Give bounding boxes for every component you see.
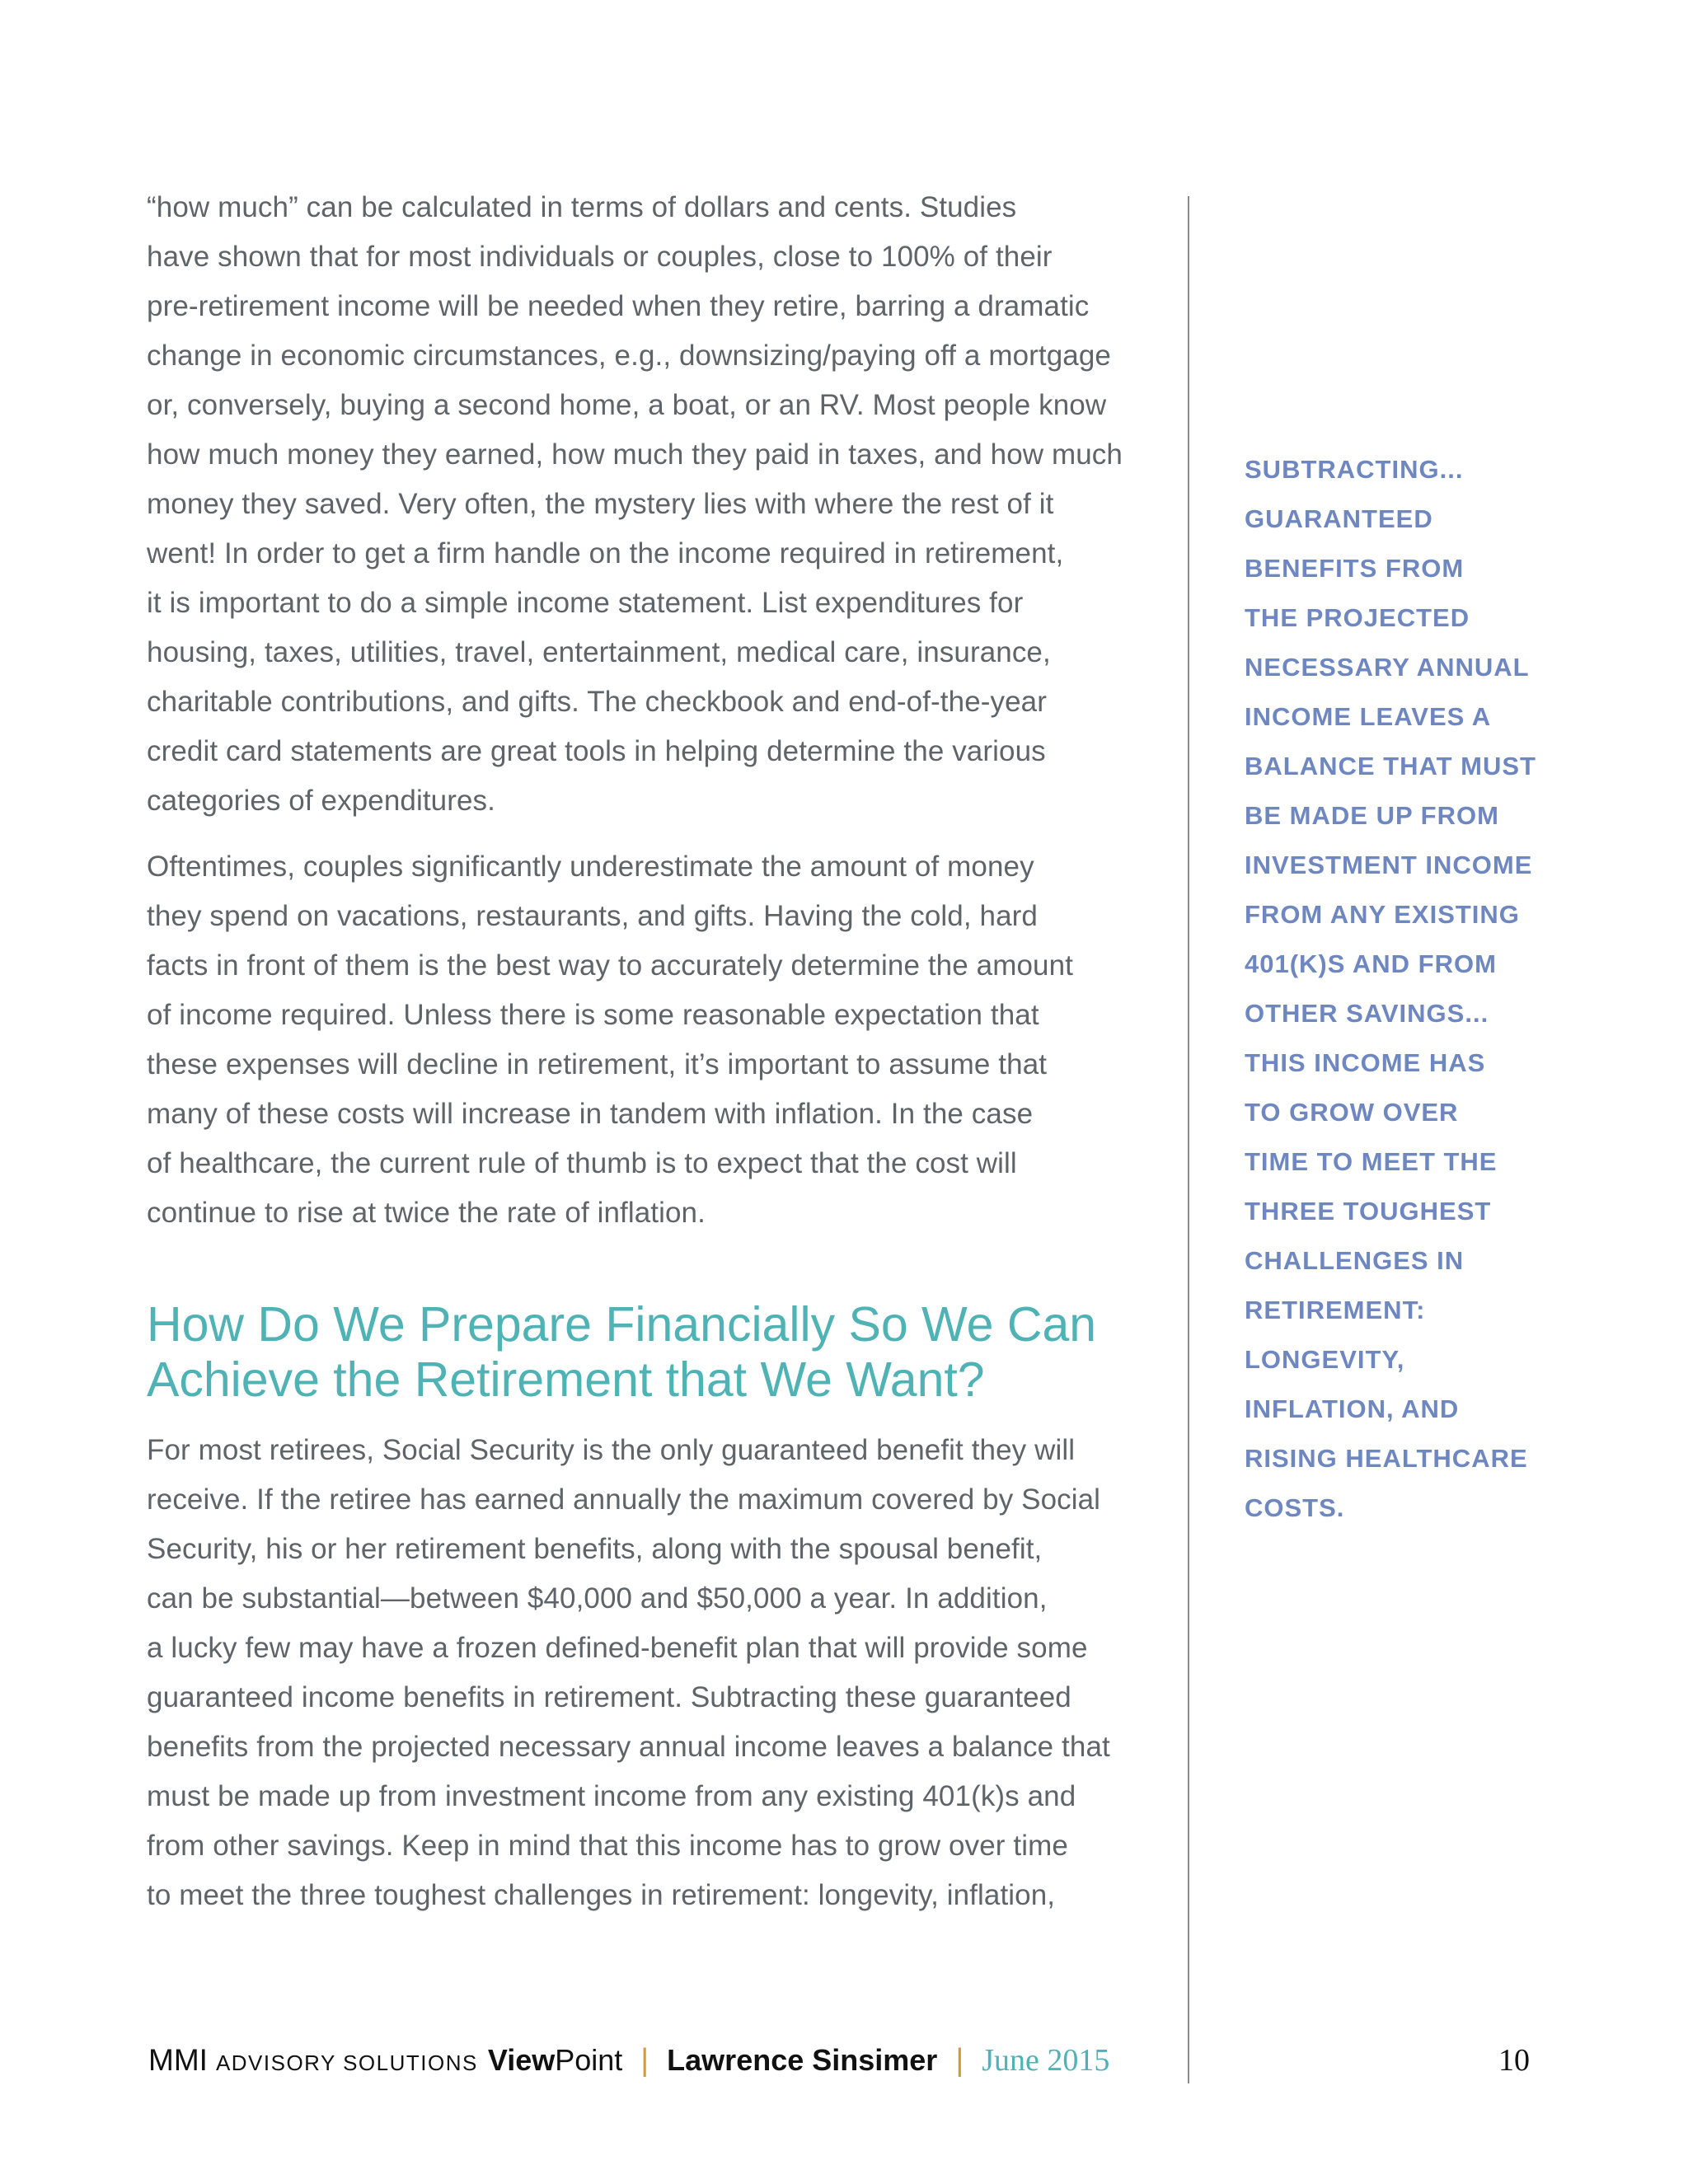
text-line: For most retirees, Social Security is the only guaranteed benefit they will (147, 1434, 1076, 1466)
text-line: facts in front of them is the best way to accurately determine the amount (147, 949, 1073, 982)
section-heading (147, 1297, 1152, 1408)
text-line: a lucky few may have a frozen defined-benefit plan that will provide some (147, 1632, 1088, 1664)
text-line: these expenses will decline in retirement, it’s important to assume that (147, 1048, 1048, 1080)
text-line: THE PROJECTED (1245, 603, 1470, 632)
text-line: BE MADE UP FROM (1245, 801, 1499, 830)
text-line: charitable contributions, and gifts. The checkbook and end-of-the-year (147, 686, 1047, 718)
text-line: pre-retirement income will be needed when they retire, barring a dramatic (147, 290, 1090, 322)
text-line: guaranteed income benefits in retirement. Subtracting these guaranteed (147, 1681, 1071, 1713)
text-line: Oftentimes, couples significantly underestimate the amount of money (147, 851, 1034, 883)
text-line: CHALLENGES IN (1245, 1246, 1465, 1275)
text-line: SUBTRACTING... (1245, 455, 1464, 484)
text-line: it is important to do a simple income statement. List expenditures for (147, 587, 1024, 619)
text-line: or, conversely, buying a second home, a boat, or an RV. Most people know (147, 389, 1107, 421)
footer (148, 2042, 1109, 2083)
text-line: housing, taxes, utilities, travel, entertainment, medical care, insurance, (147, 636, 1051, 668)
text-line: GUARANTEED (1245, 504, 1433, 533)
text-line: How Do We Prepare Financially So We Can (147, 1297, 1097, 1352)
text-line: continue to rise at twice the rate of inflation. (147, 1197, 706, 1229)
page-number: 10 (1498, 2043, 1530, 2078)
text-line: change in economic circumstances, e.g., downsizing/paying off a mortgage (147, 340, 1111, 372)
publication-date: June 2015 (982, 2043, 1110, 2078)
brand-mmi: MMI (148, 2043, 208, 2077)
text-line: THIS INCOME HAS (1245, 1048, 1486, 1077)
text-line: RISING HEALTHCARE (1245, 1444, 1528, 1473)
footer-separator: | (640, 2043, 649, 2078)
text-line: INFLATION, AND (1245, 1394, 1460, 1423)
text-line: COSTS. (1245, 1493, 1345, 1522)
author-name: Lawrence Sinsimer (667, 2043, 938, 2077)
paragraph-1 (147, 183, 1152, 826)
text-line: they spend on vacations, restaurants, and gifts. Having the cold, hard (147, 900, 1038, 932)
text-line: INVESTMENT INCOME (1245, 851, 1533, 879)
text-line: BENEFITS FROM (1245, 554, 1465, 583)
text-line: money they saved. Very often, the mystery lies with where the rest of it (147, 488, 1054, 520)
text-line: to meet the three toughest challenges in retirement: longevity, inflation, (147, 1879, 1056, 1911)
text-line: NECESSARY ANNUAL (1245, 653, 1530, 682)
text-line: THREE TOUGHEST (1245, 1197, 1492, 1226)
text-line: categories of expenditures. (147, 785, 495, 817)
text-line: receive. If the retiree has earned annually the maximum covered by Social (147, 1483, 1101, 1516)
text-line: have shown that for most individuals or couples, close to 100% of their (147, 241, 1053, 273)
brand-view: View (487, 2043, 556, 2077)
paragraph-2 (147, 842, 1152, 1238)
text-line: from other savings. Keep in mind that this income has to grow over time (147, 1830, 1068, 1862)
text-line: how much money they earned, how much they paid in taxes, and how much (147, 438, 1123, 471)
column-divider (1188, 196, 1189, 2083)
pull-quote (1245, 445, 1574, 1533)
text-line: BALANCE THAT MUST (1245, 752, 1536, 780)
text-line: credit card statements are great tools in helping determine the various (147, 735, 1046, 767)
text-line: FROM ANY EXISTING (1245, 900, 1520, 929)
text-line: INCOME LEAVES A (1245, 702, 1492, 731)
footer-separator: | (955, 2043, 964, 2078)
text-line: TIME TO MEET THE (1245, 1147, 1498, 1176)
text-line: of healthcare, the current rule of thumb is to expect that the cost will (147, 1147, 1017, 1179)
text-line: OTHER SAVINGS... (1245, 999, 1489, 1028)
text-line: of income required. Unless there is some reasonable expectation that (147, 999, 1039, 1031)
text-line: must be made up from investment income from any existing 401(k)s and (147, 1780, 1076, 1812)
text-line: Achieve the Retirement that We Want? (147, 1352, 985, 1407)
paragraph-3 (147, 1426, 1152, 1920)
text-line: “how much” can be calculated in terms of dollars and cents. Studies (147, 191, 1017, 223)
text-line: many of these costs will increase in tandem with inflation. In the case (147, 1098, 1034, 1130)
text-line: can be substantial—between $40,000 and $50,000 a year. In addition, (147, 1582, 1048, 1615)
main-column (147, 183, 1152, 1937)
text-line: 401(K)S AND FROM (1245, 949, 1497, 978)
text-line: benefits from the projected necessary annual income leaves a balance that (147, 1731, 1110, 1763)
brand-point: Point (555, 2043, 623, 2077)
text-line: TO GROW OVER (1245, 1098, 1459, 1127)
brand-advisory-solutions: ADVISORY SOLUTIONS (215, 2050, 478, 2075)
text-line: went! In order to get a firm handle on the income required in retirement, (147, 537, 1064, 569)
text-line: LONGEVITY, (1245, 1345, 1405, 1374)
text-line: RETIREMENT: (1245, 1296, 1426, 1324)
text-line: Security, his or her retirement benefits, along with the spousal benefit, (147, 1533, 1043, 1565)
